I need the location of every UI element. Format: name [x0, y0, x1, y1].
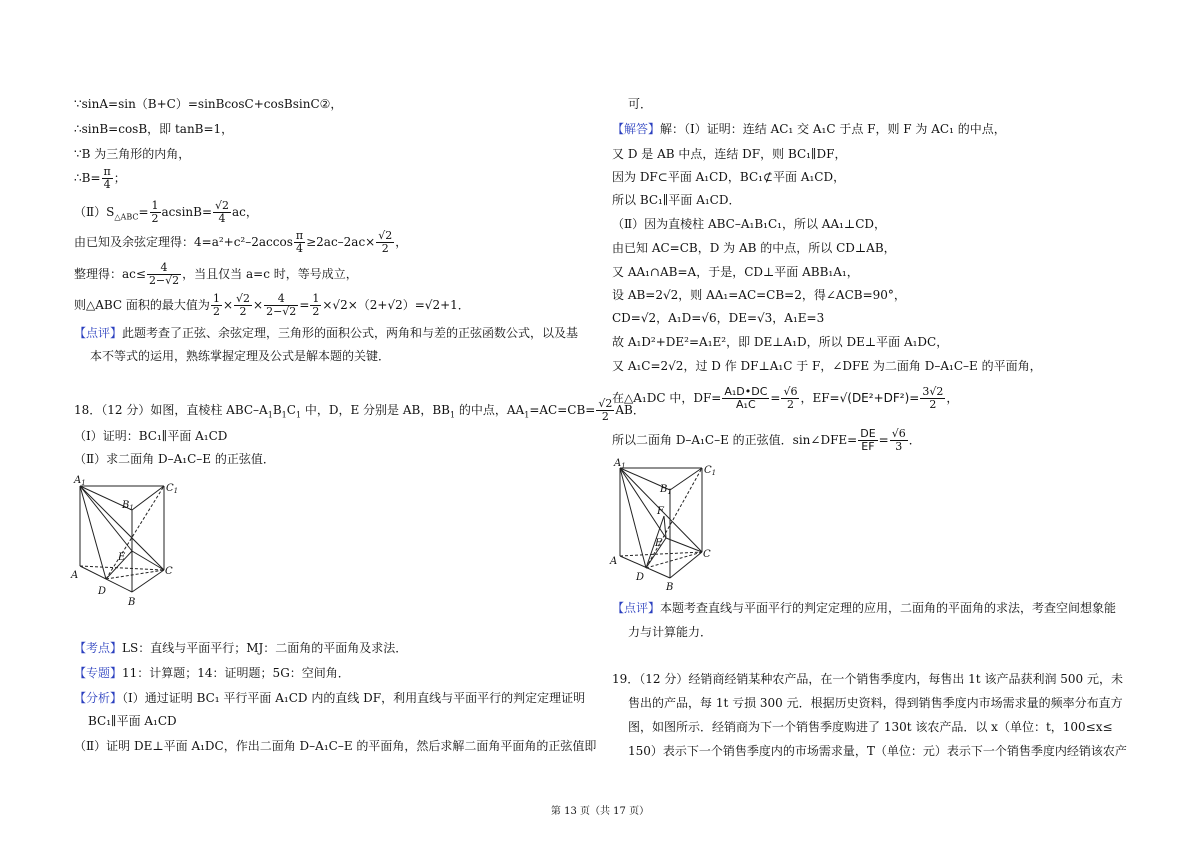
answer-line: 所以二面角 D–A₁C–E 的正弦值．sin∠DFE= $\frac{DE}{EF}$ = $\frac{√6}{3}$ ．: [612, 427, 921, 453]
answer-line: 设 AB=2√2，则 AA₁=AC=CB=2，得∠ACB=90°，: [612, 288, 906, 302]
answer-line: 又 AA₁∩AB=A，于是，CD⊥平面 ABB₁A₁，: [612, 265, 859, 279]
label-c1: $C_1$: [704, 465, 717, 477]
label-b1: $B_1$: [660, 484, 672, 496]
answer-line: （Ⅱ）因为直棱柱 ABC–A₁B₁C₁，所以 AA₁⊥CD，: [612, 217, 887, 231]
comment-line: 【点评】此题考查了正弦、余弦定理，三角形的面积公式，两角和与差的正弦函数公式，以及基: [74, 326, 579, 340]
solution-line: ∴B= $\frac{\pi}{4}$ ；: [74, 165, 126, 191]
label-b: B: [666, 582, 674, 593]
answer-line: 由已知 AC=CB，D 为 AB 的中点，所以 CD⊥AB，: [612, 241, 896, 255]
label-c: C: [703, 549, 711, 560]
fraction: $\frac{\pi}{4}$: [103, 165, 111, 191]
exam-point-tag: 【考点】: [74, 641, 123, 655]
answer-line: 因为 DF⊂平面 A₁CD，BC₁⊄平面 A₁CD，: [612, 170, 846, 184]
answer-tag: 【解答】: [612, 122, 661, 136]
review-line: 【点评】本题考查直线与平面平行的判定定理的应用，二面角的平面角的求法，考查空间想象能: [612, 601, 1117, 615]
answer-line: 所以 BC₁∥平面 A₁CD．: [612, 193, 741, 207]
comment-line: 本不等式的运用，熟练掌握定理及公式是解本题的关键．: [90, 349, 391, 363]
analysis-line: BC₁∥平面 A₁CD: [88, 714, 177, 728]
solution-line: ∵B 为三角形的内角，: [74, 147, 191, 161]
label-c1: $C_1$: [166, 483, 179, 495]
topic-tag: 【专题】: [74, 666, 123, 680]
label-b1: $B_1$: [122, 500, 134, 512]
question-19-line: 150）表示下一个销售季度内的市场需求量，T（单位：元）表示下一个销售季度内经销该农产: [628, 744, 1127, 758]
solution-line: ∵sinA=sin（B+C）=sinBcosC+cosBsinC②，: [74, 97, 343, 111]
answer-line: 在△A₁DC 中，DF= $\frac{\text{A₁D•DC}}{\text{A₁C}}$ = $\frac{√6}{2}$ ，EF=√(DE²+DF²)= $\frac{3√2}{2}$ ，: [612, 385, 959, 411]
question-19-line: 图，如图所示．经销商为下一个销售季度购进了 130t 该农产品．以 x（单位：t，100≤x≤: [628, 720, 1113, 734]
label-a: A: [71, 570, 79, 581]
question-19-line: 19．（12 分）经销商经销某种农产品，在一个销售季度内，每售出 1t 该产品获利润 500 元，未: [612, 672, 1123, 686]
analysis-line: 【分析】（Ⅰ）通过证明 BC₁ 平行平面 A₁CD 内的直线 DF，利用直线与平面平行的判定定理证明: [74, 691, 586, 705]
label-c: C: [165, 566, 173, 577]
solution-line: $(Ⅱ)S_{\triangle ABC}=$ $\frac{1}{2}$ acsinB= $\frac{√2}{4}$ ac，: [74, 199, 258, 225]
question-18-part-1: （Ⅰ）证明：BC₁∥平面 A₁CD: [74, 429, 228, 443]
solution-line: 由已知及余弦定理得：4=a²+c²–2accos $\frac{\pi}{4}$ ≥2ac–2ac× $\frac{√2}{2}$ ，: [74, 229, 408, 255]
analysis-line: （Ⅱ）证明 DE⊥平面 A₁DC，作出二面角 D–A₁C–E 的平面角，然后求解二面角平面角的正弦值即: [74, 739, 597, 753]
label-d: D: [636, 572, 645, 583]
question-18-part-2: （Ⅱ）求二面角 D–A₁C–E 的正弦值．: [74, 452, 275, 466]
answer-line: 【解答】解：（Ⅰ）证明：连结 AC₁ 交 A₁C 于点 F，则 F 为 AC₁ 的中点，: [612, 122, 1006, 136]
solution-line: 整理得：ac≤ $\frac{4}{2-√2}$ ，当且仅当 a=c 时，等号成立，: [74, 261, 358, 287]
solution-line: 则△ABC 面积的最大值为 $\frac{1}{2}$ × $\frac{√2}{2}$ × $\frac{4}{2-√2}$ = $\frac{1}{2}$ ×√2×（2+√2）=√2+1．: [74, 292, 470, 318]
review-tag: 【点评】: [612, 601, 661, 615]
label-a: A: [610, 556, 618, 567]
answer-line: 可．: [628, 97, 653, 111]
topic-line: 【专题】11：计算题；14：证明题；5G：空间角．: [74, 666, 350, 680]
solution-line: ∴sinB=cosB，即 tanB=1，: [74, 122, 234, 136]
answer-line: CD=√2，A₁D=√6，DE=√3，A₁E=3: [612, 311, 825, 325]
label-a1: $A_1$: [614, 458, 626, 470]
label-a1: $A_1$: [74, 475, 86, 487]
question-19-line: 售出的产品，每 1t 亏损 300 元．根据历史资料，得到销售季度内市场需求量的频率分布直方: [628, 696, 1123, 710]
question-18-title: 18．（12 分）如图，直棱柱 ABC–$A_1B_1C_1$ 中，D，E 分别是 AB，$BB_1$ 的中点，$AA_1=AC=CB=$ $\frac{√2}{2}$ AB．: [74, 397, 645, 423]
label-e: E: [118, 552, 126, 563]
answer-line: 故 A₁D²+DE²=A₁E²，即 DE⊥A₁D，所以 DE⊥平面 A₁DC，: [612, 335, 949, 349]
analysis-tag: 【分析】: [74, 691, 123, 705]
review-line: 力与计算能力．: [628, 625, 713, 639]
answer-line: 又 D 是 AB 中点，连结 DF，则 BC₁∥DF，: [612, 147, 847, 161]
label-f: F: [657, 506, 664, 517]
prism-figure-left: [66, 472, 186, 612]
answer-line: 又 A₁C=2√2，过 D 作 DF⊥A₁C 于 F，∠DFE 为二面角 D–A₁C–E 的平面角，: [612, 359, 1042, 373]
label-b: B: [128, 597, 136, 608]
label-d: D: [98, 586, 107, 597]
label-e: E: [655, 538, 663, 549]
exam-point-line: 【考点】LS：直线与平面平行；MJ：二面角的平面角及求法．: [74, 641, 408, 655]
page-footer: 第 13 页（共 17 页）: [550, 806, 650, 817]
comment-tag: 【点评】: [74, 326, 123, 340]
prism-figure-right: [606, 456, 726, 596]
